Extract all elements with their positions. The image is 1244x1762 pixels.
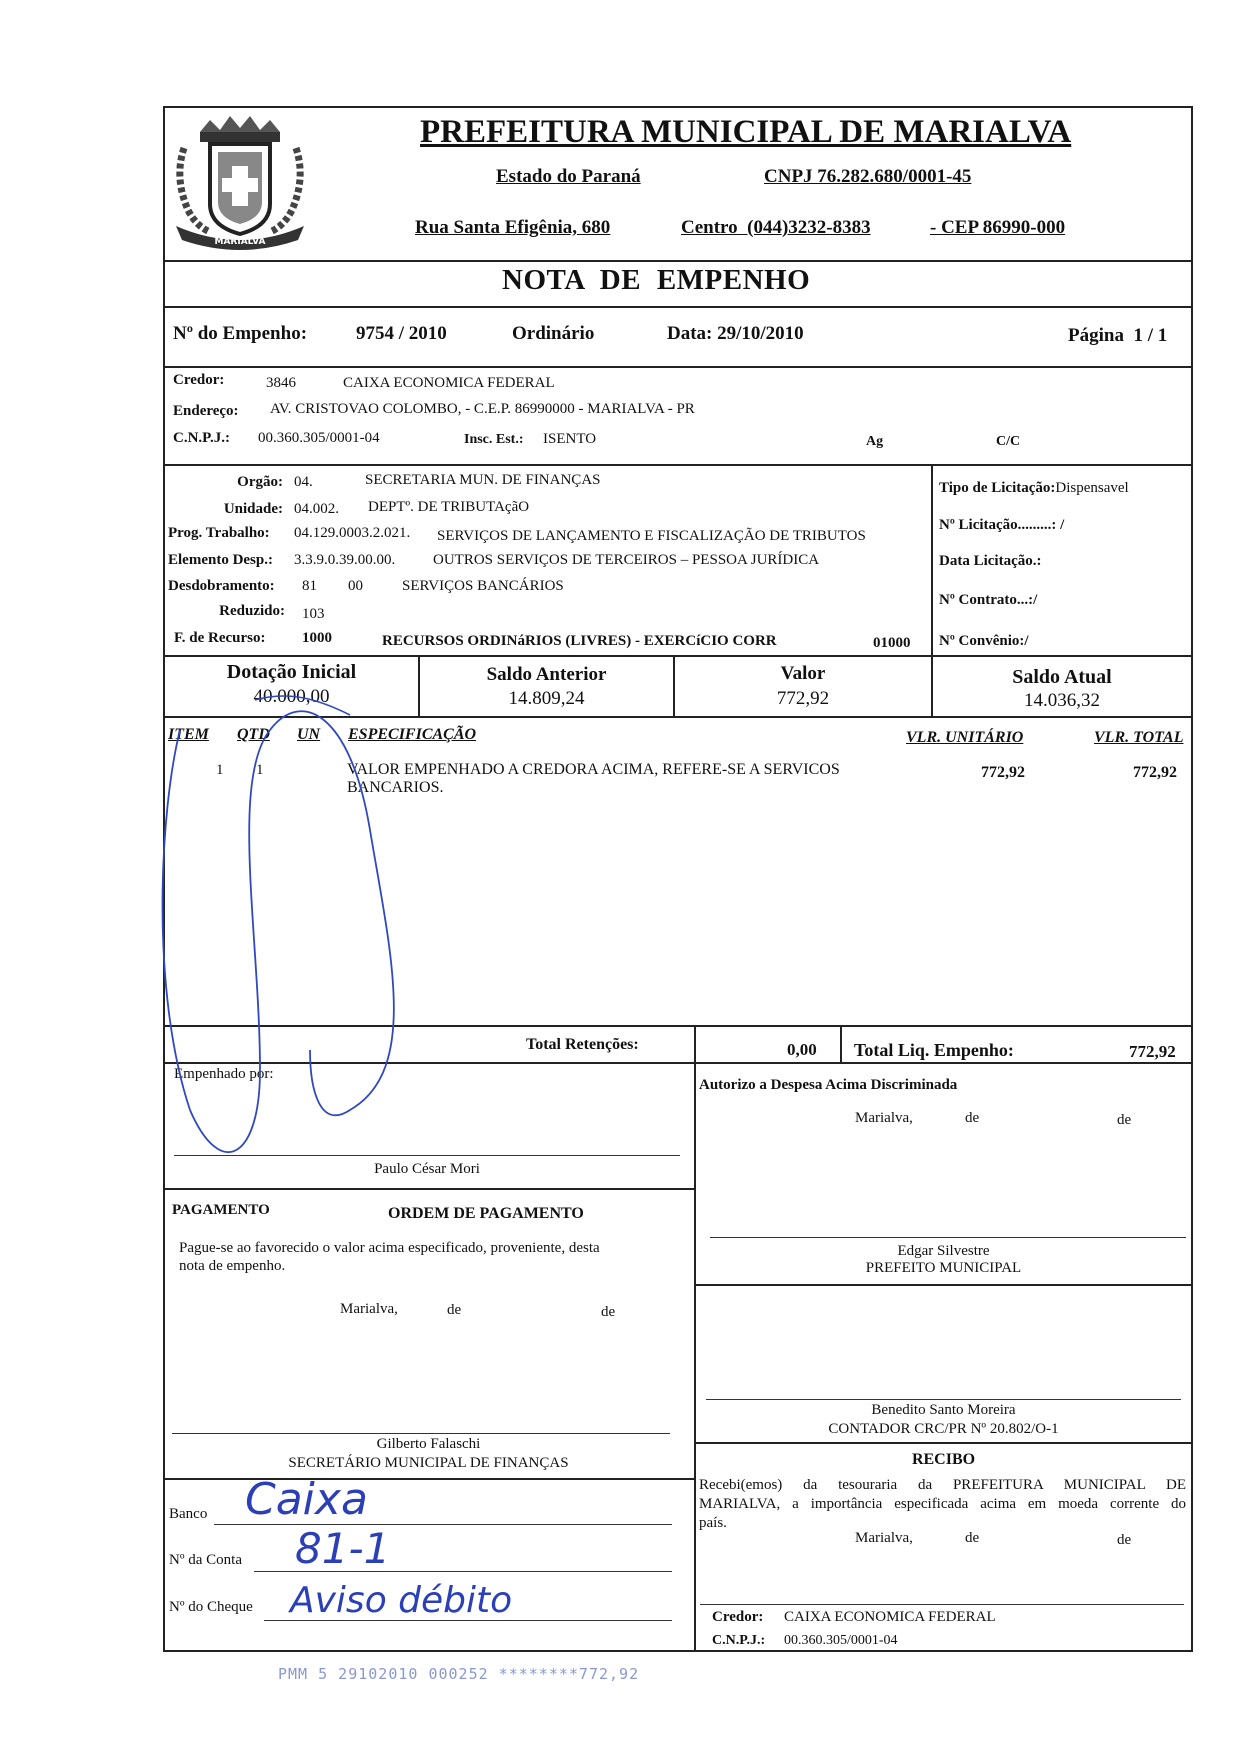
divider-empenho [163,366,1193,368]
recibo-title: RECIBO [911,1451,976,1468]
recibo-text-2: MARIALVA, a importância especificada acima em moeda corrente do [699,1496,1186,1512]
divider-contador [694,1442,1193,1444]
col-un: UN [297,726,321,743]
row-desc-line1: VALOR EMPENHADO A CREDORA ACIMA, REFERE-SE A SERVICOS [347,761,840,778]
credor-label: Credor: [173,372,225,388]
svg-text:MARIALVA: MARIALVA [214,237,266,247]
doc-title: NOTA DE EMPENHO [502,264,811,296]
desdob-a: 81 [302,578,317,594]
divider-budget [163,655,1193,657]
dotacao-label: Dotação Inicial [226,661,357,683]
recurso-code: 1000 [302,630,332,646]
machine-stamp: PMM 5 29102010 000252 ********772,92 [278,1665,640,1683]
desdob-b: 00 [348,578,363,594]
empenhado-name: Paulo César Mori [374,1161,480,1177]
secretario-title: SECRETÁRIO MUNICIPAL DE FINANÇAS [288,1455,569,1471]
divider-header [163,260,1193,262]
desdob-label: Desdobramento: [168,578,275,594]
payment-text-1: Pague-se ao favorecido o valor acima especificado, proveniente, desta [179,1240,600,1256]
divider-budget-right [931,466,933,656]
empenho-number-label: Nº do Empenho: [173,323,308,344]
retencoes-label: Total Retenções: [526,1036,639,1053]
recibo-credor-label: Credor: [712,1609,764,1625]
credor-name: CAIXA ECONOMICA FEDERAL [343,375,555,391]
row-unit: 772,92 [981,764,1025,781]
ag-label: Ag [866,434,884,449]
insc-value: ISENTO [543,431,597,447]
recibo-text-1: Recebi(emos) da tesouraria da PREFEITURA MUNICIPAL DE [699,1477,1186,1493]
empenho-date: Data: 29/10/2010 [667,323,804,344]
reduzido-label: Reduzido: [219,603,285,619]
recibo-marialva: Marialva, [855,1530,913,1546]
orgao-label: Orgão: [237,474,283,490]
col-unit: VLR. UNITÁRIO [906,729,1024,746]
recibo-de-2: de [1117,1532,1132,1548]
dotacao-value: 40.000,00 [253,686,330,707]
banco-handwritten: Caixa [245,1474,368,1525]
payment-text-2: nota de empenho. [179,1258,286,1274]
col-total: VLR. TOTAL [1094,729,1184,746]
autorizo-marialva: Marialva, [855,1110,913,1126]
banco-label: Banco [169,1506,208,1522]
divider-title [163,306,1193,308]
data-licitacao: Data Licitação.: [939,553,1042,569]
header-address: Rua Santa Efigênia, 680 [415,217,611,238]
divider-creditor [163,464,1193,466]
empenhado-label: Empenhado por: [174,1066,274,1082]
saldo-atual-value: 14.036,32 [1024,690,1100,711]
coat-of-arms-icon [166,108,314,256]
col-qtd: QTD [237,726,270,743]
empenho-type: Ordinário [512,323,595,344]
recurso-name: RECURSOS ORDINáRIOS (LIVRES) - EXERCíCIO CORR [382,633,777,649]
recurso-num: 01000 [873,635,911,651]
prog-code: 04.129.0003.2.021. [294,525,411,541]
n-convenio: Nº Convênio:/ [939,633,1029,649]
conta-label: Nº da Conta [169,1552,242,1568]
endereco-label: Endereço: [173,403,239,419]
prog-label: Prog. Trabalho: [168,525,270,541]
credor-code: 3846 [266,375,296,391]
cheque-handwritten: Aviso débito [290,1580,513,1621]
cnpj-label: C.N.P.J.: [173,430,230,446]
col-espec: ESPECIFICAÇÃO [348,726,477,743]
tipo-licitacao: Tipo de Licitação:Dispensavel [939,480,1129,496]
liq-label: Total Liq. Empenho: [854,1040,1014,1060]
cnpj-value: 00.360.305/0001-04 [258,430,380,446]
cc-label: C/C [996,434,1021,449]
elemento-code: 3.3.9.0.39.00.00. [294,552,396,568]
insc-label: Insc. Est.: [464,432,524,447]
signature-line-secretario [172,1433,670,1434]
orgao-name: SECRETARIA MUN. DE FINANÇAS [365,472,601,488]
autorizo-text: Autorizo a Despesa Acima Discriminada [699,1077,958,1093]
empenho-number: 9754 / 2010 [356,323,447,344]
payment-de-1: de [447,1302,462,1318]
contador-title: CONTADOR CRC/PR Nº 20.802/O-1 [828,1421,1059,1437]
prog-name: SERVIÇOS DE LANÇAMENTO E FISCALIZAÇÃO DE TRIBUTOS [437,528,866,544]
secretario-name: Gilberto Falaschi [376,1436,481,1452]
n-licitacao: Nº Licitação.........: / [939,517,1065,533]
header-district-phone: Centro (044)3232-8383 [681,217,871,238]
empenho-page: Página 1 / 1 [1068,325,1168,346]
tipo-licitacao-value: Dispensavel [1055,480,1129,496]
retencoes-value: 0,00 [787,1040,817,1059]
n-contrato: Nº Contrato...:/ [939,592,1038,608]
liq-value: 772,92 [1129,1042,1176,1061]
col-item: ITEM [168,726,209,743]
divider-payment [163,1478,694,1480]
pagamento-label: PAGAMENTO [172,1202,270,1218]
payment-de-2: de [601,1304,616,1320]
autorizo-de-2: de [1117,1112,1132,1128]
prefeito-title: PREFEITO MUNICIPAL [865,1260,1022,1276]
recibo-credor: CAIXA ECONOMICA FEDERAL [784,1609,996,1625]
recurso-label: F. de Recurso: [174,630,266,646]
desdob-name: SERVIÇOS BANCÁRIOS [402,578,564,594]
reduzido-value: 103 [302,606,325,622]
divider-prefeito [694,1284,1193,1286]
signature-line-recibo [700,1604,1184,1605]
unidade-label: Unidade: [223,501,283,517]
signature-line-prefeito [710,1237,1186,1238]
orgao-code: 04. [294,474,313,490]
signature-line-contador [706,1399,1181,1400]
header-state: Estado do Paraná [496,166,641,187]
recibo-cnpj-label: C.N.P.J.: [712,1633,766,1648]
saldo-anterior-label: Saldo Anterior [486,664,607,685]
valor-label: Valor [780,663,826,684]
recibo-cnpj: 00.360.305/0001-04 [784,1633,898,1648]
header-cnpj: CNPJ 76.282.680/0001-45 [764,166,972,187]
payment-marialva: Marialva, [340,1301,398,1317]
elemento-name: OUTROS SERVIÇOS DE TERCEIROS – PESSOA JURÍDICA [433,552,820,568]
divider-totals-2 [840,1025,842,1062]
divider-lower-middle [694,1025,696,1652]
row-desc-line2: BANCARIOS. [347,779,444,796]
elemento-label: Elemento Desp.: [168,552,273,568]
recibo-text-3: país. [699,1515,727,1531]
cheque-label: Nº do Cheque [169,1599,253,1615]
unidade-code: 04.002. [294,501,339,517]
endereco: AV. CRISTOVAO COLOMBO, - C.E.P. 86990000 - MARIALVA - PR [270,401,695,417]
valor-value: 772,92 [776,688,830,709]
prefeito-name: Edgar Silvestre [897,1243,990,1259]
signature-scribble-icon [150,690,490,1190]
row-qtd: 1 [256,762,264,778]
row-item: 1 [216,762,224,778]
recibo-de-1: de [965,1530,980,1546]
row-total: 772,92 [1133,764,1177,781]
conta-handwritten: 81-1 [295,1524,391,1573]
unidade-name: DEPTº. DE TRIBUTAçãO [368,499,530,515]
header-title: PREFEITURA MUNICIPAL DE MARIALVA [420,114,1072,150]
saldo-anterior-value: 14.809,24 [508,688,585,709]
ordem-label: ORDEM DE PAGAMENTO [388,1205,584,1222]
header-cep: - CEP 86990-000 [930,217,1066,238]
autorizo-de-1: de [965,1110,980,1126]
saldo-atual-label: Saldo Atual [1012,666,1112,688]
contador-name: Benedito Santo Moreira [871,1402,1016,1418]
